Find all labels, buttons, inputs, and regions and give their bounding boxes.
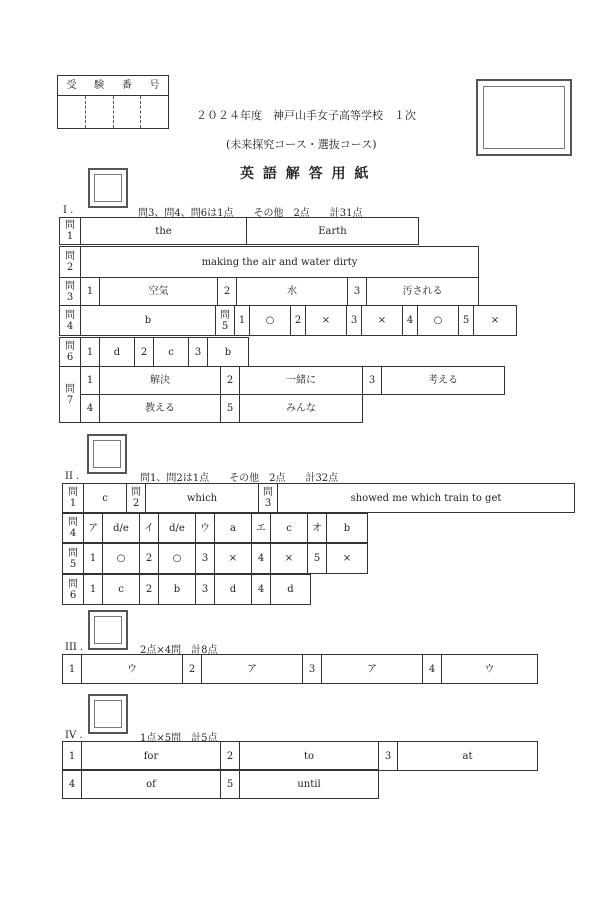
s4-row-1: [62, 741, 538, 771]
question-label: 問 2: [60, 247, 81, 278]
item-number: 4: [403, 306, 418, 336]
item-number: 1: [81, 367, 100, 395]
question-label: 問 5: [63, 544, 84, 574]
answer-cell[interactable]: ×: [271, 544, 308, 574]
exam-number-digit-cell[interactable]: [113, 96, 141, 129]
exam-number-label-char: 験: [85, 76, 113, 96]
item-number: 3: [348, 278, 367, 306]
item-number: 2: [291, 306, 306, 336]
item-number: 2: [218, 278, 237, 306]
question-label: 問 4: [63, 514, 84, 543]
answer-cell[interactable]: at: [398, 742, 538, 771]
question-label: 問 3: [60, 278, 81, 306]
answer-cell[interactable]: showed me which train to get: [278, 484, 575, 513]
exam-number-digit-cell[interactable]: [141, 96, 169, 129]
question-label: 問 1: [63, 484, 84, 513]
item-number: 3: [347, 306, 362, 336]
s2-q6-row: [62, 574, 311, 605]
question-label: 問 7: [60, 367, 81, 423]
s1-q1-row: [59, 217, 419, 245]
s2-q4-row: [62, 513, 368, 543]
item-number: ア: [84, 514, 103, 543]
item-number: 4: [252, 544, 271, 574]
item-number: 4: [81, 395, 100, 423]
section-1-scoring: 問3、問4、問6は1点 その他 2点 計31点: [138, 208, 363, 219]
answer-cell[interactable]: みんな: [240, 395, 363, 423]
section-1-label: I .: [63, 205, 74, 216]
answer-cell[interactable]: ○: [418, 306, 459, 336]
answer-cell[interactable]: which: [146, 484, 259, 513]
item-number: 2: [221, 742, 240, 771]
exam-number-label-char: 号: [141, 76, 169, 96]
blank-space: [363, 395, 505, 423]
question-label: 問 4: [60, 306, 81, 336]
answer-cell[interactable]: ウ: [82, 655, 183, 684]
s2-q5-row: [62, 543, 368, 574]
answer-cell[interactable]: c: [103, 575, 140, 605]
question-label: 問 5: [216, 306, 235, 336]
answer-cell[interactable]: b: [81, 306, 216, 336]
item-number: 3: [303, 655, 322, 684]
item-number: 3: [189, 338, 208, 367]
answer-cell[interactable]: ×: [327, 544, 368, 574]
answer-cell[interactable]: ア: [202, 655, 303, 684]
answer-cell[interactable]: d: [100, 338, 135, 367]
answer-cell[interactable]: ×: [474, 306, 517, 336]
answer-cell[interactable]: ×: [362, 306, 403, 336]
item-number: 1: [63, 655, 82, 684]
answer-cell[interactable]: d: [215, 575, 252, 605]
s1-q7-block: [59, 366, 505, 423]
item-number: 5: [221, 770, 240, 799]
answer-cell[interactable]: d/e: [103, 514, 140, 543]
item-number: 4: [423, 655, 442, 684]
answer-cell[interactable]: c: [154, 338, 189, 367]
item-number: 2: [183, 655, 202, 684]
item-number: 2: [140, 544, 159, 574]
section-2-score-box[interactable]: [87, 434, 127, 474]
s1-q2-row: [59, 246, 479, 278]
s1-q3-row: [59, 277, 479, 306]
item-number: 1: [235, 306, 250, 336]
exam-number-label-char: 番: [113, 76, 141, 96]
item-number: 3: [196, 544, 215, 574]
answer-cell[interactable]: b: [159, 575, 196, 605]
item-number: 1: [81, 278, 100, 306]
question-label: 問 1: [60, 218, 81, 245]
course-heading: (未来探究コース・選抜コース): [226, 138, 377, 151]
answer-cell[interactable]: d: [271, 575, 311, 605]
section-3-label: III .: [65, 642, 84, 653]
item-number: オ: [308, 514, 327, 543]
section-4-score-box[interactable]: [88, 694, 128, 734]
question-label: 問 6: [60, 338, 81, 367]
s2-q1-q3-row: [62, 483, 575, 513]
answer-cell[interactable]: ○: [103, 544, 140, 574]
item-number: 2: [135, 338, 154, 367]
section-4-label: IV .: [65, 730, 83, 741]
item-number: ウ: [196, 514, 215, 543]
answer-cell[interactable]: until: [240, 770, 379, 799]
school-year-heading: ２０２４年度 神戸山手女子高等学校 １次: [196, 109, 416, 122]
item-number: 3: [379, 742, 398, 771]
s1-q4-q5-row: [59, 305, 517, 336]
answer-cell[interactable]: 一緒に: [240, 367, 363, 395]
item-number: 4: [63, 770, 82, 799]
question-label: 問 6: [63, 575, 84, 605]
answer-cell[interactable]: b: [327, 514, 368, 543]
item-number: 1: [63, 742, 82, 771]
page-title: 英 語 解 答 用 紙: [240, 166, 371, 182]
item-number: 2: [221, 367, 240, 395]
item-number: 1: [84, 544, 103, 574]
answer-cell[interactable]: of: [82, 770, 221, 799]
answer-cell[interactable]: b: [208, 338, 249, 367]
answer-cell[interactable]: ○: [250, 306, 291, 336]
answer-cell[interactable]: a: [215, 514, 252, 543]
answer-cell[interactable]: 考える: [382, 367, 505, 395]
question-label: 問 3: [259, 484, 278, 513]
item-number: 3: [363, 367, 382, 395]
section-3-score-box[interactable]: [88, 610, 128, 650]
answer-cell[interactable]: 教える: [100, 395, 221, 423]
item-number: 1: [84, 575, 103, 605]
s3-row: [62, 654, 538, 684]
section-3-scoring: 2点×4問 計8点: [140, 645, 218, 656]
item-number: 1: [81, 338, 100, 367]
answer-cell[interactable]: the: [81, 218, 247, 245]
answer-cell[interactable]: to: [240, 742, 379, 771]
answer-cell[interactable]: ○: [159, 544, 196, 574]
item-number: 5: [221, 395, 240, 423]
answer-cell[interactable]: ア: [322, 655, 423, 684]
answer-cell[interactable]: 解決: [100, 367, 221, 395]
section-2-label: II .: [65, 471, 80, 482]
s4-row-2: [62, 769, 379, 799]
answer-cell[interactable]: ×: [215, 544, 252, 574]
item-number: イ: [140, 514, 159, 543]
s1-q6-row: [59, 337, 249, 367]
total-score-box[interactable]: [476, 79, 572, 156]
item-number: 2: [140, 575, 159, 605]
item-number: 4: [252, 575, 271, 605]
answer-cell[interactable]: c: [271, 514, 308, 543]
answer-cell[interactable]: ウ: [442, 655, 538, 684]
answer-cell[interactable]: Earth: [247, 218, 419, 245]
answer-cell[interactable]: ×: [306, 306, 347, 336]
exam-number-box: [57, 75, 169, 129]
answer-cell[interactable]: 空気: [100, 278, 218, 306]
section-1-score-box[interactable]: [88, 168, 128, 208]
answer-cell[interactable]: c: [84, 484, 127, 513]
question-label: 問 2: [127, 484, 146, 513]
answer-cell[interactable]: 水: [237, 278, 348, 306]
answer-cell[interactable]: for: [82, 742, 221, 771]
exam-number-digit-cell[interactable]: [85, 96, 113, 129]
item-number: 3: [196, 575, 215, 605]
exam-number-label-char: 受: [58, 76, 86, 96]
answer-cell[interactable]: making the air and water dirty: [81, 247, 479, 278]
exam-number-digit-cell[interactable]: [58, 96, 86, 129]
item-number: 5: [459, 306, 474, 336]
item-number: 5: [308, 544, 327, 574]
section-4-scoring: 1点×5問 計5点: [140, 733, 218, 744]
answer-cell[interactable]: d/e: [159, 514, 196, 543]
answer-cell[interactable]: 汚される: [367, 278, 479, 306]
item-number: エ: [252, 514, 271, 543]
section-2-scoring: 問1、問2は1点 その他 2点 計32点: [140, 473, 339, 484]
